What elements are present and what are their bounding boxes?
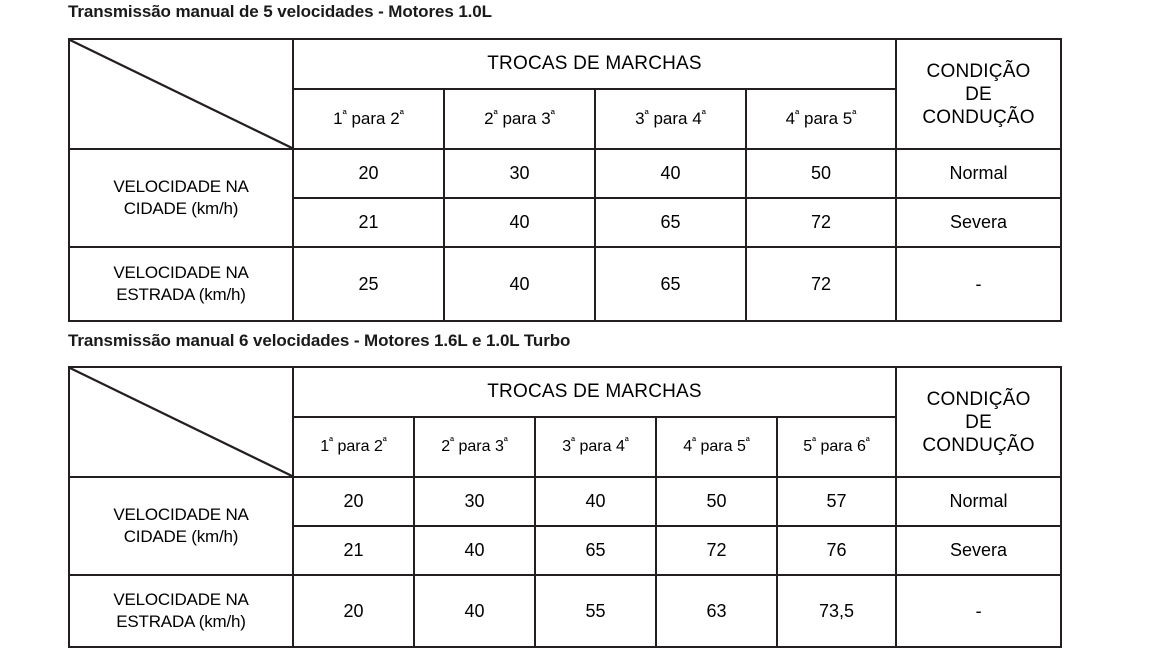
value-cell: 50 [656,477,777,526]
gear-from: 4 [785,109,796,128]
header-driving-condition [896,367,1061,477]
gear-separator: para [454,438,495,455]
gear-to: 4 [615,438,625,455]
row-label-line-2: ESTRADA (km/h) [116,612,246,631]
ordinal-mark: ª [865,435,870,448]
diagonal-slash-icon [70,40,292,148]
row-label-city-speed [69,477,293,575]
table-row [69,247,1061,321]
gear-separator: para [497,109,542,128]
value-cell: 50 [746,149,896,198]
gear-to: 2 [373,438,383,455]
value-cell: 72 [746,198,896,247]
gear-to: 2 [390,109,400,128]
gear-shift-table-5-speed [68,38,1062,322]
condition-header-line-1: CONDIÇÃO [926,388,1031,410]
table-row [69,575,1061,647]
table-1-title: Transmissão manual de 5 velocidades - Motores 1.0L [68,2,492,21]
gear-column-header-1 [293,417,414,477]
ordinal-mark: ª [550,108,555,121]
gear-separator: para [333,438,374,455]
gear-column-header-5 [777,417,896,477]
ordinal-mark: ª [852,108,857,121]
table-header-row-group [69,367,1061,417]
ordinal-mark: ª [382,435,387,448]
gear-from: 1 [320,438,330,455]
ordinal-mark: ª [624,435,629,448]
ordinal-mark: ª [795,108,800,121]
row-label-line-1: VELOCIDADE NA [113,177,249,196]
gear-from: 2 [441,438,451,455]
condition-header-line-3: CONDUÇÃO [922,106,1035,128]
ordinal-mark: ª [571,435,576,448]
gear-column-header-4 [746,89,896,149]
row-label-highway-speed [69,247,293,321]
value-cell: 65 [535,526,656,575]
table-row [69,477,1061,526]
value-cell: 40 [535,477,656,526]
ordinal-mark: ª [692,435,697,448]
gear-from: 2 [484,109,494,128]
ordinal-mark: ª [493,108,498,121]
gear-shift-table-6-speed [68,366,1062,648]
value-cell: 40 [595,149,746,198]
condition-header-line-1: CONDIÇÃO [926,60,1031,82]
value-cell: 63 [656,575,777,647]
ordinal-mark: ª [399,108,404,121]
table-header-row-group [69,39,1061,89]
ordinal-mark: ª [812,435,817,448]
row-label-line-1: VELOCIDADE NA [113,590,249,609]
row-label-highway-speed [69,575,293,647]
group-header-gear-shifts: TROCAS DE MARCHAS [293,367,896,417]
condition-cell: - [896,247,1061,321]
condition-header-line-2: DE [965,83,992,105]
gear-to: 5 [842,109,853,128]
value-cell: 30 [414,477,535,526]
gear-column-header-2 [444,89,595,149]
value-cell: 21 [293,526,414,575]
value-cell: 20 [293,477,414,526]
value-cell: 65 [595,198,746,247]
value-cell: 73,5 [777,575,896,647]
table-2-title: Transmissão manual 6 velocidades - Motores 1.6L e 1.0L Turbo [68,331,571,350]
ordinal-mark: ª [745,435,750,448]
row-label-line-2: CIDADE (km/h) [123,199,239,218]
gear-column-header-2 [414,417,535,477]
value-cell: 40 [414,526,535,575]
value-cell: 40 [444,247,595,321]
group-header-gear-shifts: TROCAS DE MARCHAS [293,39,896,89]
condition-cell: Severa [896,198,1061,247]
gear-column-header-3 [595,89,746,149]
gear-from: 4 [683,438,693,455]
condition-cell: - [896,575,1061,647]
gear-to: 4 [692,109,702,128]
value-cell: 20 [293,575,414,647]
condition-header-line-2: DE [965,411,992,433]
row-label-line-1: VELOCIDADE NA [113,263,249,282]
condition-cell: Severa [896,526,1061,575]
gear-column-header-4 [656,417,777,477]
value-cell: 57 [777,477,896,526]
row-label-line-2: ESTRADA (km/h) [116,285,246,304]
row-label-city-speed [69,149,293,247]
ordinal-mark: ª [329,435,334,448]
diagonal-slash-icon [70,368,292,476]
condition-cell: Normal [896,477,1061,526]
value-cell: 76 [777,526,896,575]
ordinal-mark: ª [701,108,706,121]
corner-cell-diagonal [69,39,293,149]
ordinal-mark: ª [644,108,649,121]
gear-to: 6 [856,438,866,455]
table-row [69,149,1061,198]
gear-from: 1 [333,109,343,128]
value-cell: 30 [444,149,595,198]
gear-separator: para [816,438,857,455]
gear-to: 5 [736,438,746,455]
ordinal-mark: ª [503,435,508,448]
ordinal-mark: ª [342,108,347,121]
value-cell: 72 [656,526,777,575]
value-cell: 72 [746,247,896,321]
gear-separator: para [696,438,737,455]
header-driving-condition [896,39,1061,149]
condition-cell: Normal [896,149,1061,198]
value-cell: 21 [293,198,444,247]
gear-from: 3 [562,438,572,455]
row-label-line-2: CIDADE (km/h) [123,527,239,546]
ordinal-mark: ª [450,435,455,448]
value-cell: 25 [293,247,444,321]
gear-to: 3 [494,438,504,455]
gear-separator: para [575,438,616,455]
value-cell: 65 [595,247,746,321]
value-cell: 55 [535,575,656,647]
gear-separator: para [648,109,693,128]
gear-separator: para [346,109,391,128]
gear-column-header-3 [535,417,656,477]
value-cell: 20 [293,149,444,198]
gear-column-header-1 [293,89,444,149]
corner-cell-diagonal [69,367,293,477]
gear-from: 5 [803,438,813,455]
row-label-line-1: VELOCIDADE NA [113,505,249,524]
gear-to: 3 [541,109,551,128]
gear-from: 3 [635,109,645,128]
condition-header-line-3: CONDUÇÃO [922,434,1035,456]
value-cell: 40 [444,198,595,247]
gear-separator: para [799,109,843,128]
value-cell: 40 [414,575,535,647]
